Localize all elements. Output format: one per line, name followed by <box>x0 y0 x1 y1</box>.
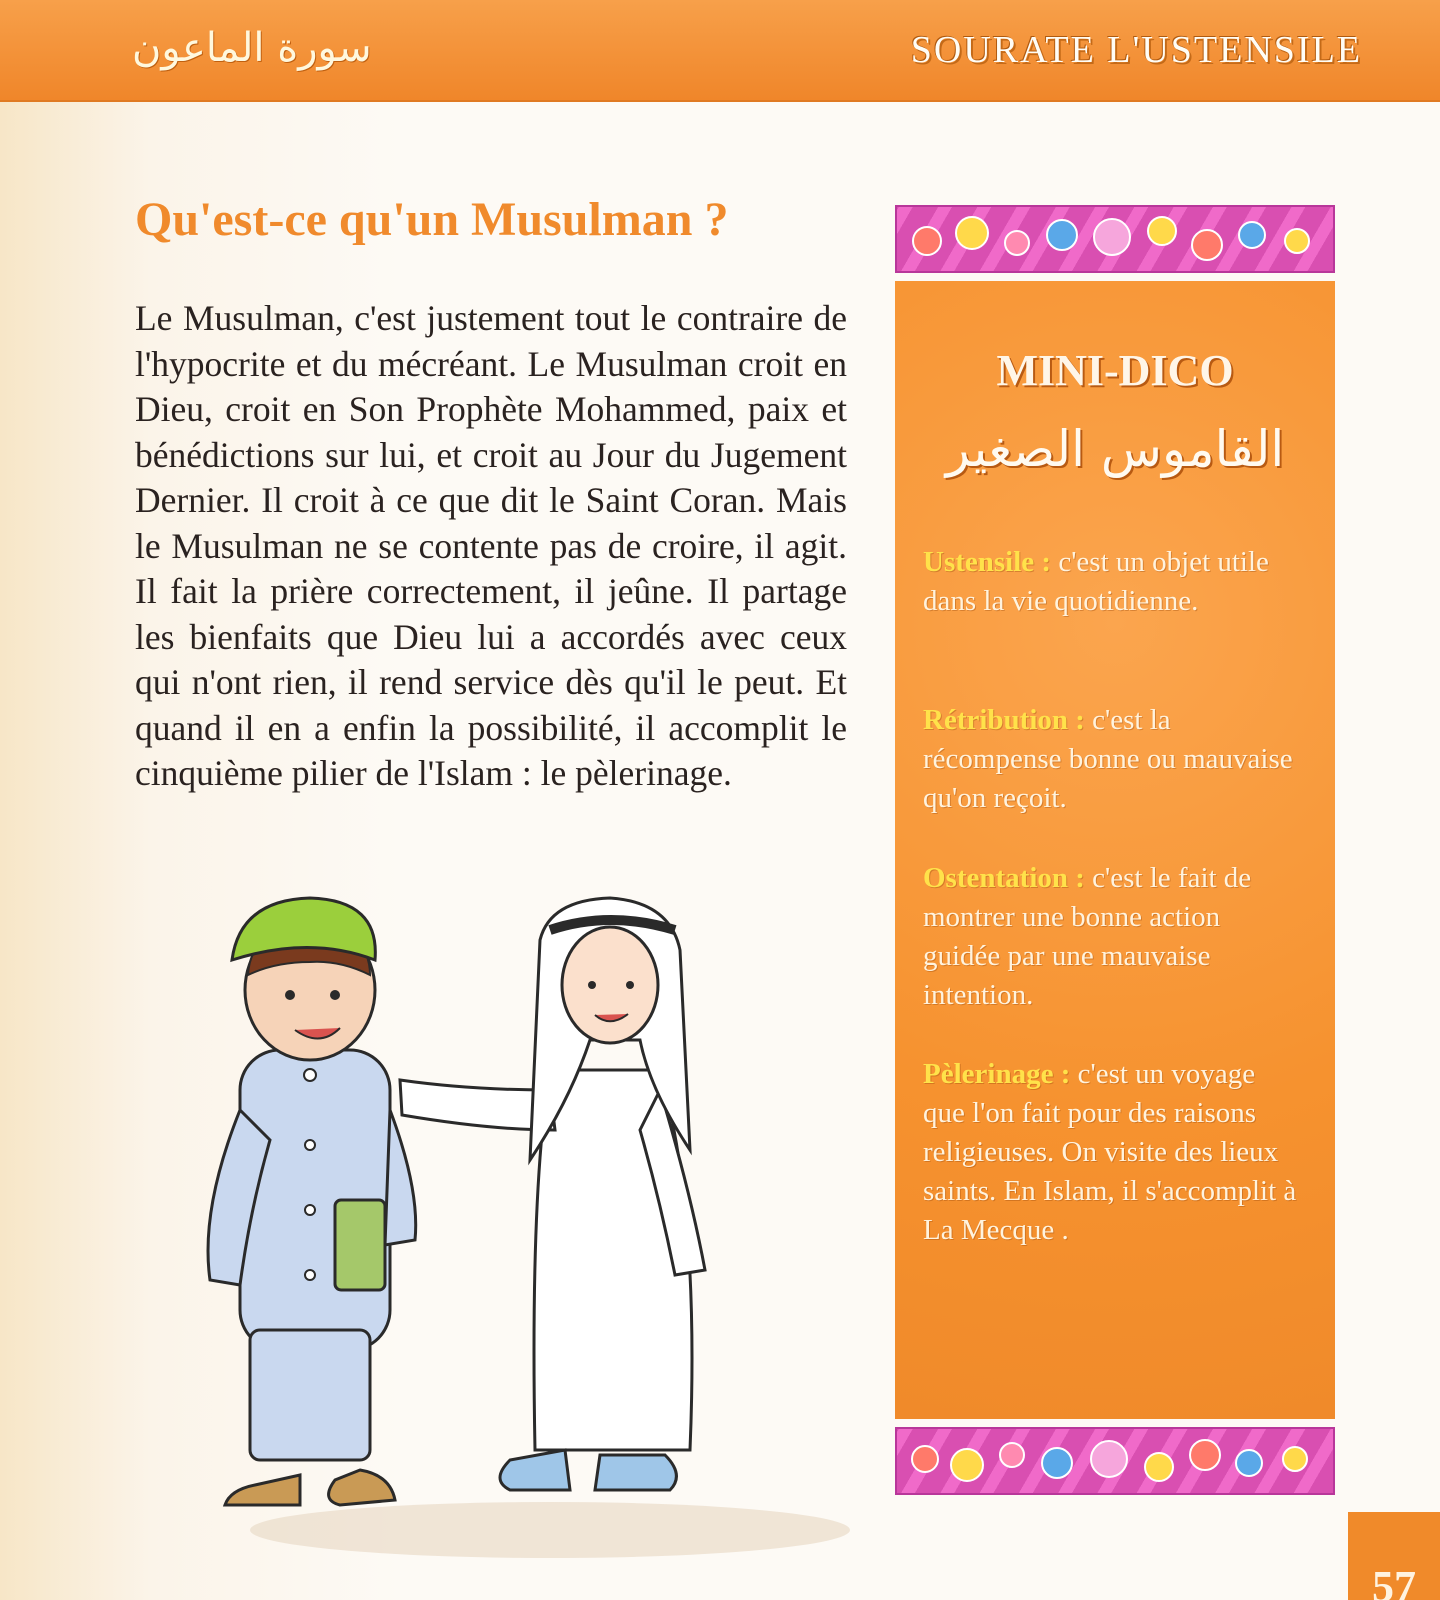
definition-term: Rétribution : <box>923 704 1085 736</box>
section-title: Qu'est-ce qu'un Musulman ? <box>135 193 729 246</box>
main-paragraph: Le Musulman, c'est justement tout le contraire de l'hypocrite et du mécréant. Le Musulman croit en Dieu, croit en Son Prophète Mohammed, paix et bénédictions sur lui, et croit au Jour du Jugement Dernier. Il croit à ce que dit le Saint Coran. Mais le Musulman ne se contente pas de croire, il agit. Il fait la prière correctement, il jeûne. Il partage les bienfaits que Dieu lui a accordés avec ceux qui n'ont rien, il rend service dès qu'il le peut. Et quand il en a enfin la possibilité, il accomplit le cinquième pilier de l'Islam : le pèlerinage. <box>135 298 847 793</box>
decorative-floral-band-top <box>895 205 1335 273</box>
definition-text: c'est un objet utile dans la vie quotidienne. <box>923 546 1269 617</box>
definition-term: Pèlerinage : <box>923 1058 1071 1090</box>
two-children-illustration <box>170 890 890 1570</box>
definition-pelerinage <box>923 1055 1303 1250</box>
definition-ostentation <box>923 859 1303 1015</box>
definition-text: c'est la récompense bonne ou mauvaise qu'on reçoit. <box>923 704 1293 814</box>
definition-ustensile <box>923 543 1303 621</box>
definition-term: Ostentation : <box>923 862 1085 894</box>
mini-dico-panel <box>895 281 1335 1419</box>
definition-term: Ustensile : <box>923 546 1052 578</box>
mini-dico-sidebar <box>895 205 1335 1495</box>
header-french-title: SOURATE L'USTENSILE <box>910 29 1362 71</box>
boy-left-figure <box>208 898 416 1505</box>
definition-retribution <box>923 701 1303 818</box>
header-arabic-title: سورة الماعون <box>132 25 372 71</box>
decorative-floral-band-bottom <box>895 1427 1335 1495</box>
page-header <box>0 0 1440 102</box>
mini-dico-arabic-title: القاموس الصغير <box>945 420 1285 478</box>
page-number: 57 <box>1348 1512 1440 1600</box>
boy-right-figure <box>400 898 705 1490</box>
flower-pattern-icon <box>897 207 1333 271</box>
definition-text: c'est un voyage que l'on fait pour des raisons religieuses. On visite des lieux saints. En Islam, il s'accomplit à La Mecque . <box>923 1058 1297 1246</box>
flower-pattern-icon <box>897 1429 1333 1493</box>
mini-dico-title: MINI-DICO <box>996 346 1234 395</box>
definition-text: c'est le fait de montrer une bonne action guidée par une mauvaise intention. <box>923 862 1252 1011</box>
